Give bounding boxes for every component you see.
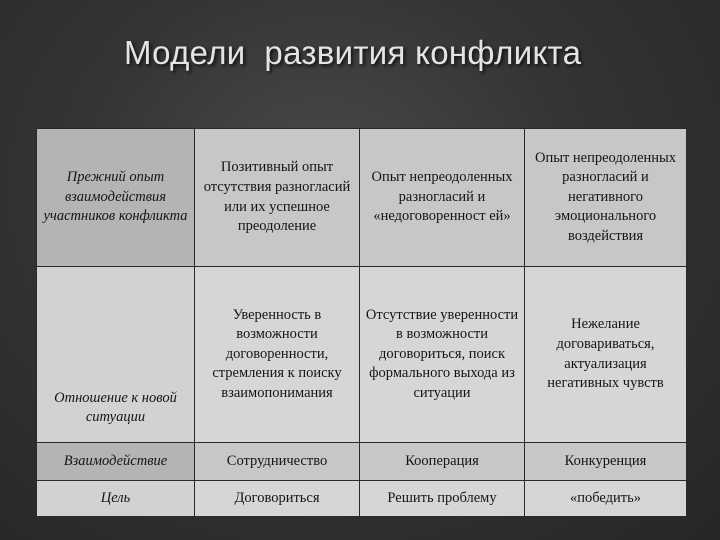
cell-prior-experience-unresolved: Опыт непреодоленных разногласий и «недоговоренност ей» <box>360 129 525 267</box>
row-label-attitude: Отношение к новой ситуации <box>37 267 195 443</box>
cell-interaction-competition: Конкуренция <box>525 443 687 481</box>
cell-prior-experience-positive: Позитивный опыт отсутствия разногласий или их успешное преодоление <box>195 129 360 267</box>
table-row-prior-experience <box>37 129 687 267</box>
table-row-attitude <box>37 267 687 443</box>
row-label-interaction: Взаимодействие <box>37 443 195 481</box>
cell-interaction-coordination: Кооперация <box>360 443 525 481</box>
table-row-interaction <box>37 443 687 481</box>
cell-interaction-cooperation: Сотрудничество <box>195 443 360 481</box>
cell-goal-solve: Решить проблему <box>360 481 525 517</box>
cell-prior-experience-negative: Опыт непреодоленных разногласий и негативного эмоционального воздействия <box>525 129 687 267</box>
row-label-prior-experience: Прежний опыт взаимодействия участников конфликта <box>37 129 195 267</box>
slide-title: Модели развития конфликта <box>124 34 582 71</box>
conflict-models-table <box>36 128 687 517</box>
table-row-goal <box>37 481 687 517</box>
row-label-goal: Цель <box>37 481 195 517</box>
cell-goal-win: «победить» <box>525 481 687 517</box>
cell-attitude-reluctance: Нежелание договариваться, актуализация негативных чувств <box>525 267 687 443</box>
cell-attitude-confidence: Уверенность в возможности договоренности, стремления к поиску взаимопонимания <box>195 267 360 443</box>
cell-goal-agree: Договориться <box>195 481 360 517</box>
cell-attitude-uncertainty: Отсутствие уверенности в возможности договориться, поиск формального выхода из ситуации <box>360 267 525 443</box>
